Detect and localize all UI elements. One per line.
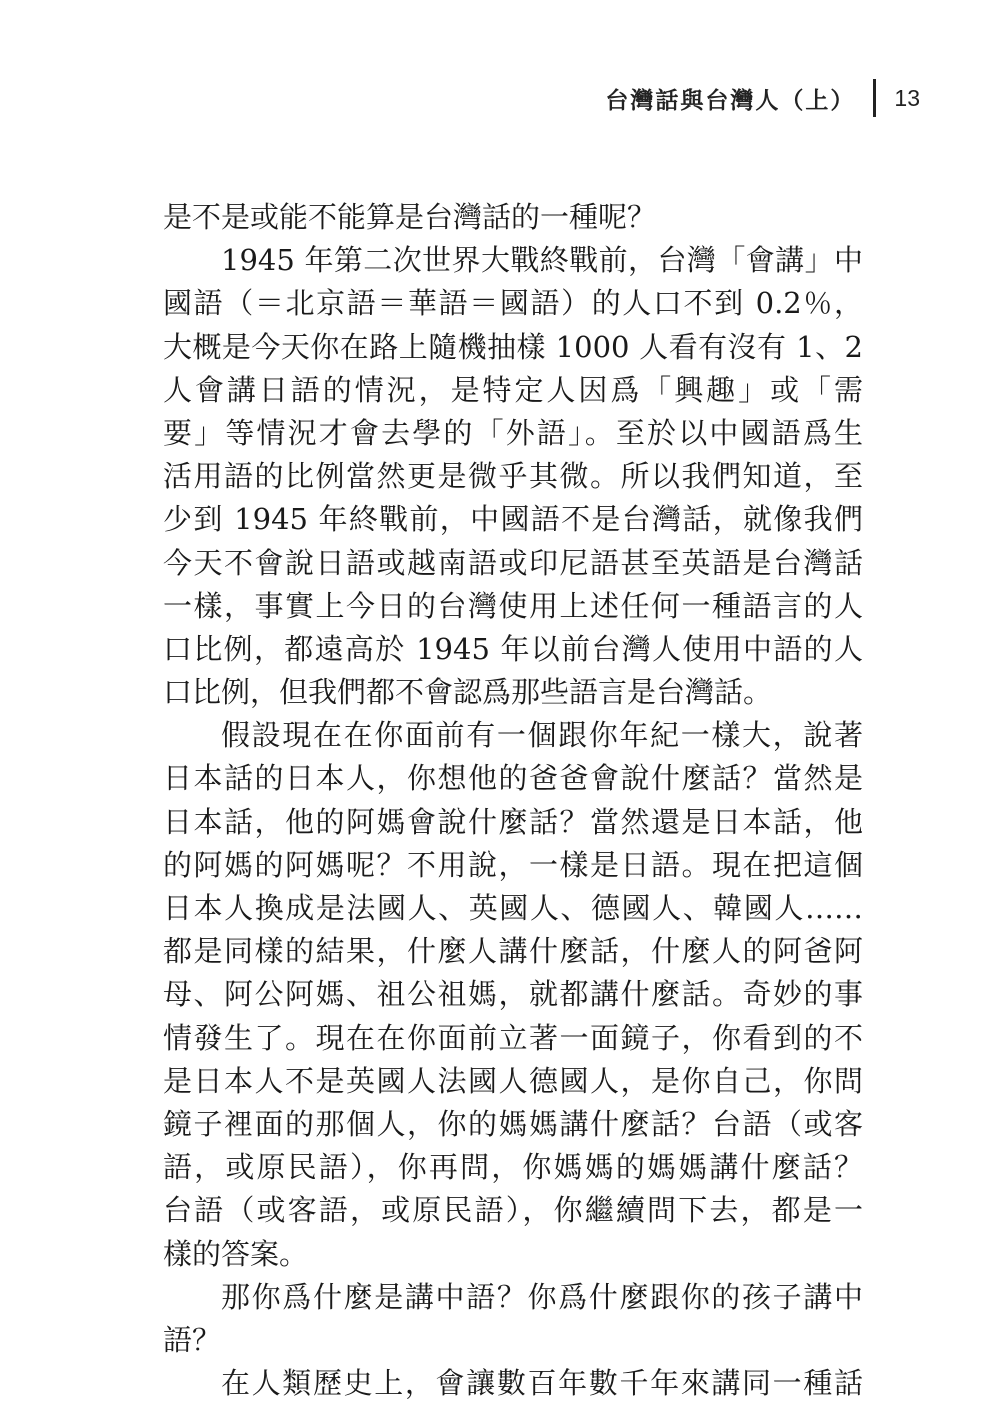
text-line: 在人類歷史上，會讓數百年數千年來講同一種話 [221, 1366, 863, 1401]
header-divider [873, 79, 876, 117]
text-line: 少到 1945 年終戰前，中國語不是台灣話，就像我們 [163, 502, 863, 537]
page-number: 13 [894, 84, 920, 111]
text-line: 1945 年第二次世界大戰終戰前，台灣「會講」中 [221, 243, 863, 278]
body-text [163, 196, 863, 1405]
text-line: 日本人換成是法國人、英國人、德國人、韓國人…… [163, 891, 863, 925]
text-line: 樣的答案。 [163, 1236, 309, 1271]
text-line: 那你爲什麼是講中語？你爲什麼跟你的孩子講中 [221, 1279, 863, 1314]
text-line: 口比例，但我們都不會認爲那些語言是台灣話。 [163, 675, 773, 710]
text-line: 鏡子裡面的那個人，你的媽媽講什麼話？台語（或客 [163, 1106, 863, 1141]
text-line: 活用語的比例當然更是微乎其微。所以我們知道，至 [163, 459, 863, 494]
text-line: 假設現在在你面前有一個跟你年紀一樣大，說著 [221, 718, 863, 753]
text-line: 語？ [163, 1322, 222, 1357]
header-title: 台灣話與台灣人（上） [605, 87, 856, 114]
text-line: 日本話的日本人，你想他的爸爸會說什麼話？當然是 [163, 761, 863, 796]
running-header [605, 78, 920, 118]
text-line: 是不是或能不能算是台灣話的一種呢？ [163, 200, 657, 234]
text-line: 日本話，他的阿媽會說什麼話？當然還是日本話，他 [163, 804, 863, 839]
text-line: 大概是今天你在路上隨機抽樣 1000 人看有沒有 1、2 [163, 329, 863, 364]
text-line: 國語（＝北京語＝華語＝國語）的人口不到 0.2％， [163, 286, 863, 321]
text-line: 今天不會說日語或越南語或印尼語甚至英語是台灣話 [163, 545, 863, 580]
text-line: 情發生了。現在在你面前立著一面鏡子，你看到的不 [163, 1020, 863, 1055]
text-line: 是日本人不是英國人法國人德國人，是你自己，你問 [163, 1063, 863, 1098]
text-line: 人會講日語的情況，是特定人因爲「興趣」或「需 [163, 372, 863, 407]
text-line: 一樣，事實上今日的台灣使用上述任何一種語言的人 [163, 588, 863, 623]
text-line: 口比例，都遠高於 1945 年以前台灣人使用中語的人 [163, 631, 863, 666]
text-line: 都是同樣的結果，什麼人講什麼話，什麼人的阿爸阿 [163, 934, 863, 969]
text-line: 的阿媽的阿媽呢？不用說，一樣是日語。現在把這個 [163, 847, 863, 882]
text-line: 母、阿公阿媽、祖公祖媽，就都講什麼話。奇妙的事 [163, 977, 863, 1012]
text-line: 台語（或客語，或原民語），你繼續問下去，都是一 [163, 1193, 863, 1228]
text-line: 語，或原民語），你再問，你媽媽的媽媽講什麼話？ [163, 1150, 863, 1185]
text-line: 要」等情況才會去學的「外語」。至於以中國語爲生 [163, 415, 863, 450]
